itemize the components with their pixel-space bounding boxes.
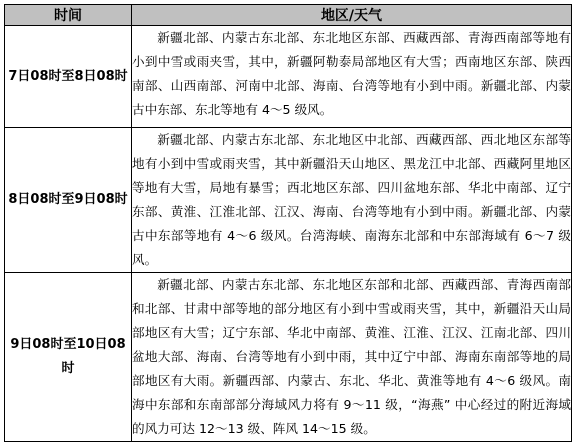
time-cell: 9日08时至10日08时: [5, 273, 132, 442]
weather-text: 新疆北部、内蒙古东北部、东北地区东部、西藏西部、青海西南部等地有小到中雪或雨夹雪，其中，新疆阿勒泰局部地区有大雪；西南地区东部、陕西南部、山西南部、河南中北部、海南、台湾等地有小到中雨。新疆北部、内蒙古中东部、东北等地有 4～5 级风。: [132, 30, 571, 117]
weather-text: 新疆北部、内蒙古东北部、东北地区东部和北部、西藏西部、青海西南部和北部、甘肃中部等地的部分地区有小到中雪或雨夹雪，其中，新疆沿天山局部地区有大雪；辽宁东部、华北中南部、黄淮、江淮、江汉、江南北部、四川盆地大部、海南、台湾等地有小到中雨，其中辽宁中部、海南东南部等地的局部地区有大雨。新疆西部、内蒙古、东北、华北、黄淮等地有 4～6 级风。南海中东部和东南部部分海域风力将有 9～11 级，“海燕” 中心经过的附近海域的风力可达 12～13 级、阵风 14～15 级。: [132, 277, 571, 436]
weather-cell: [132, 128, 572, 273]
weather-cell: [132, 26, 572, 128]
weather-forecast-table: [4, 4, 572, 442]
table-header-row: [5, 5, 572, 26]
weather-text: 新疆北部、内蒙古东北部、东北地区中北部、西藏西部、西北地区东部等地有小到中雪或雨夹雪，其中新疆沿天山地区、黑龙江中北部、西藏阿里地区等地有大雪，局地有暴雪；西北地区东部、四川盆地东部、华北中南部、辽宁东部、黄淮、江淮北部、江汉、海南、台湾等地有小到中雨。新疆北部、内蒙古中东部等地有 4～6 级风。台湾海峡、南海东北部和中东部海域有 6～7 级风。: [132, 132, 571, 267]
time-cell: 7日08时至8日08时: [5, 26, 132, 128]
table-row: [5, 273, 572, 442]
table-row: [5, 26, 572, 128]
header-time: 时间: [5, 5, 132, 26]
header-region-weather: 地区/天气: [132, 5, 572, 26]
time-cell: 8日08时至9日08时: [5, 128, 132, 273]
table-row: [5, 128, 572, 273]
weather-cell: [132, 273, 572, 442]
